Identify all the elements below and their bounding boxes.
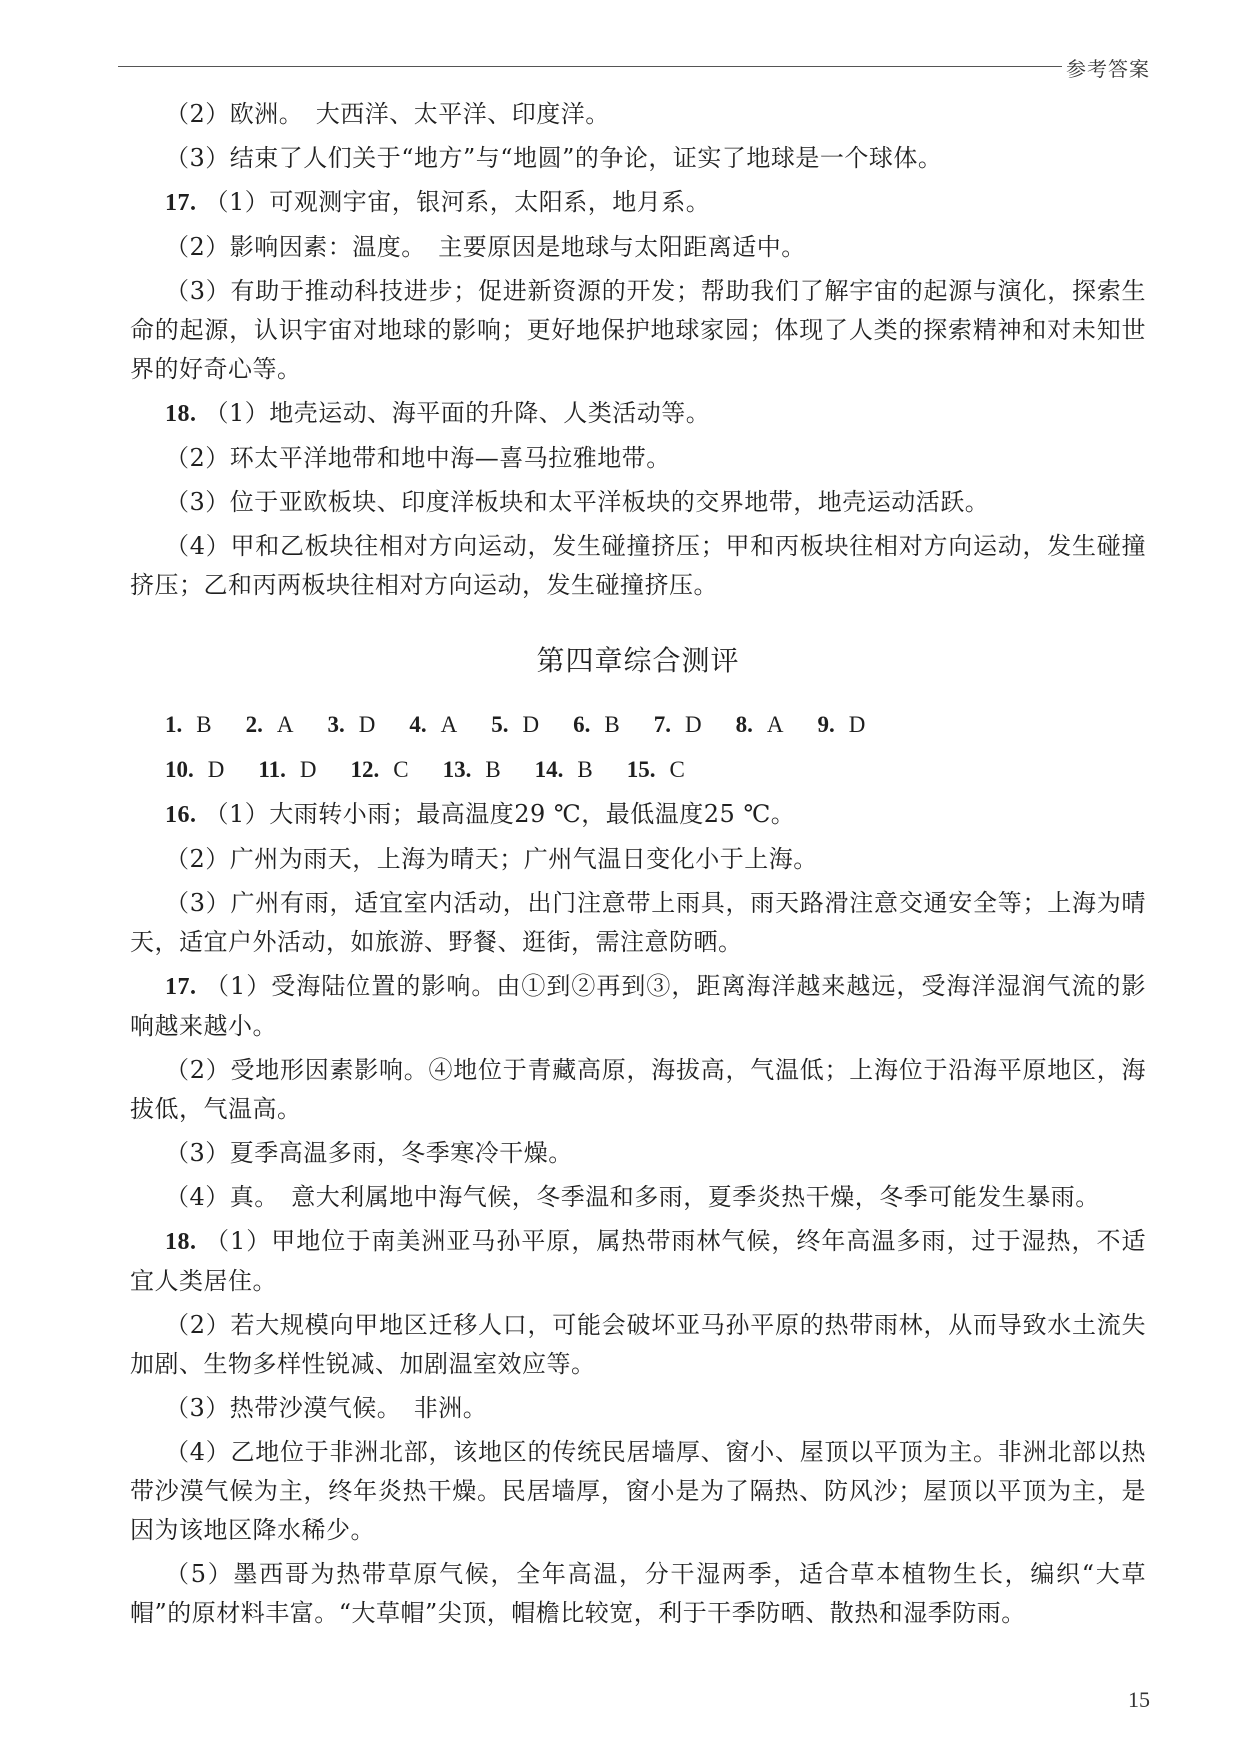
answer-paragraph — [130, 183, 1146, 223]
choice-letter: B — [604, 712, 620, 737]
answer-paragraph — [130, 272, 1146, 389]
answer-paragraph — [130, 139, 1146, 178]
answer-text: （3）广州有雨，适宜室内活动，出门注意带上雨具，雨天路滑注意交通安全等；上海为晴天，适宜户外活动，如旅游、野餐、逛街，需注意防晒。 — [130, 889, 1146, 956]
question-number: 4. — [409, 712, 427, 737]
answer-text: （1）大雨转小雨；最高温度29 ℃，最低温度25 ℃。 — [204, 800, 796, 828]
answer-paragraph — [130, 1178, 1146, 1217]
choice-answer — [246, 705, 294, 745]
answer-paragraph — [130, 1306, 1146, 1384]
answer-paragraph — [130, 795, 1146, 835]
question-number: 15. — [626, 757, 656, 782]
question-number: 7. — [653, 712, 671, 737]
choice-letter: D — [684, 712, 702, 737]
answer-paragraph — [130, 1051, 1146, 1129]
choice-letter: A — [440, 712, 458, 737]
question-number: 2. — [245, 712, 263, 737]
question-number: 5. — [491, 712, 509, 737]
choice-answer — [491, 705, 539, 745]
choice-answer — [443, 750, 501, 790]
page-header — [118, 46, 1150, 86]
answer-paragraph — [130, 884, 1146, 962]
answer-text: （1）可观测宇宙，银河系，太阳系，地月系。 — [204, 188, 711, 216]
answer-text: （3）位于亚欧板块、印度洋板块和太平洋板块的交界地带，地壳运动活跃。 — [165, 488, 990, 516]
choice-letter: B — [485, 757, 501, 782]
page-number: 15 — [1128, 1687, 1150, 1712]
question-number: 18. — [165, 401, 197, 427]
choice-answer — [573, 705, 620, 745]
choice-letter: D — [848, 712, 866, 737]
choice-letter: A — [276, 712, 294, 737]
question-number: 18. — [165, 1229, 197, 1255]
answer-text: （4）甲和乙板块往相对方向运动，发生碰撞挤压；甲和丙板块往相对方向运动，发生碰撞挤压；乙和丙两板块往相对方向运动，发生碰撞挤压。 — [130, 532, 1146, 599]
answer-paragraph — [130, 967, 1146, 1046]
question-number: 11. — [258, 757, 286, 782]
question-number: 12. — [350, 757, 380, 782]
choice-answer — [654, 705, 702, 745]
question-number: 1. — [165, 712, 183, 737]
choice-answer — [258, 750, 316, 790]
choice-answer — [165, 750, 224, 790]
answer-paragraph — [130, 483, 1146, 522]
answer-text: （3）结束了人们关于“地方”与“地圆”的争论，证实了地球是一个球体。 — [165, 144, 943, 172]
answer-text: （1）地壳运动、海平面的升降、人类活动等。 — [204, 399, 711, 427]
question-number: 17. — [165, 974, 197, 1000]
answer-text: （1）受海陆位置的影响。由①到②再到③，距离海洋越来越远，受海洋湿润气流的影响越来越小。 — [130, 972, 1146, 1040]
answer-paragraph — [130, 394, 1146, 434]
answer-text: （2）若大规模向甲地区迁移人口，可能会破坏亚马孙平原的热带雨林，从而导致水土流失加剧、生物多样性锐减、加剧温室效应等。 — [130, 1311, 1146, 1378]
choice-answer-row — [165, 705, 1146, 745]
choice-letter: A — [766, 712, 784, 737]
answer-text: （2）环太平洋地带和地中海—喜马拉雅地带。 — [165, 444, 671, 472]
choice-answer — [165, 705, 212, 745]
question-number: 13. — [442, 757, 472, 782]
question-number: 10. — [165, 757, 194, 782]
answer-text: （1）甲地位于南美洲亚马孙平原，属热带雨林气候，终年高温多雨，过于湿热，不适宜人类居住。 — [130, 1227, 1146, 1295]
question-number: 3. — [327, 712, 345, 737]
answer-paragraph — [130, 840, 1146, 879]
choice-answer — [736, 705, 784, 745]
question-number: 17. — [165, 190, 197, 216]
answer-text: （2）受地形因素影响。④地位于青藏高原，海拔高，气温低；上海位于沿海平原地区，海拔低，气温高。 — [130, 1056, 1146, 1123]
answer-paragraph — [130, 439, 1146, 478]
answer-paragraph — [130, 1555, 1146, 1633]
question-number: 8. — [735, 712, 753, 737]
header-rule — [118, 66, 1062, 67]
answer-text: （4）真。 意大利属地中海气候，冬季温和多雨，夏季炎热干燥，冬季可能发生暴雨。 — [165, 1183, 1100, 1211]
answer-paragraph — [130, 527, 1146, 605]
question-number: 14. — [534, 757, 564, 782]
choice-answer — [350, 750, 408, 790]
answer-text: （2）欧洲。 大西洋、太平洋、印度洋。 — [165, 100, 610, 128]
answer-text: （3）有助于推动科技进步；促进新资源的开发；帮助我们了解宇宙的起源与演化，探索生命的起源，认识宇宙对地球的影响；更好地保护地球家园；体现了人类的探索精神和对未知世界的好奇心等。 — [130, 277, 1146, 383]
question-number: 6. — [573, 712, 591, 737]
answer-text: （2）影响因素：温度。 主要原因是地球与太阳距离适中。 — [165, 233, 806, 261]
answer-text: （4）乙地位于非洲北部，该地区的传统民居墙厚、窗小、屋顶以平顶为主。非洲北部以热带沙漠气候为主，终年炎热干燥。民居墙厚，窗小是为了隔热、防风沙；屋顶以平顶为主，是因为该地区降水稀少。 — [130, 1438, 1146, 1544]
choice-letter: D — [358, 712, 376, 737]
answer-paragraph — [130, 95, 1146, 134]
question-number: 9. — [817, 712, 835, 737]
choice-letter: D — [522, 712, 540, 737]
choice-answers — [130, 705, 1146, 790]
choice-letter: C — [393, 757, 409, 782]
answer-paragraph — [130, 1433, 1146, 1550]
answer-text: （3）热带沙漠气候。 非洲。 — [165, 1394, 488, 1422]
choice-letter: D — [299, 757, 317, 782]
choice-answer — [627, 750, 685, 790]
choice-answer — [817, 705, 865, 745]
page-content — [130, 95, 1146, 1638]
choice-answer-row — [165, 750, 1146, 790]
choice-letter: C — [669, 757, 685, 782]
answer-paragraph — [130, 1222, 1146, 1301]
choice-letter: B — [577, 757, 593, 782]
answer-text: （2）广州为雨天，上海为晴天；广州气温日变化小于上海。 — [165, 845, 818, 873]
choice-answer — [535, 750, 593, 790]
answers-chapter-four — [130, 795, 1146, 1633]
answer-text: （5）墨西哥为热带草原气候，全年高温，分干湿两季，适合草本植物生长，编织“大草帽”的原材料丰富。“大草帽”尖顶，帽檐比较宽，利于干季防晒、散热和湿季防雨。 — [130, 1560, 1146, 1627]
choice-answer — [327, 705, 375, 745]
answers-previous-chapter — [130, 95, 1146, 605]
answer-paragraph — [130, 228, 1146, 267]
section-title: 第四章综合测评 — [536, 644, 740, 677]
choice-answer — [409, 705, 457, 745]
choice-letter: B — [196, 712, 212, 737]
question-number: 16. — [165, 802, 197, 828]
answer-paragraph — [130, 1389, 1146, 1428]
choice-letter: D — [207, 757, 225, 782]
header-label: 参考答案 — [1066, 57, 1150, 81]
answer-text: （3）夏季高温多雨，冬季寒冷干燥。 — [165, 1139, 573, 1167]
answer-paragraph — [130, 1134, 1146, 1173]
